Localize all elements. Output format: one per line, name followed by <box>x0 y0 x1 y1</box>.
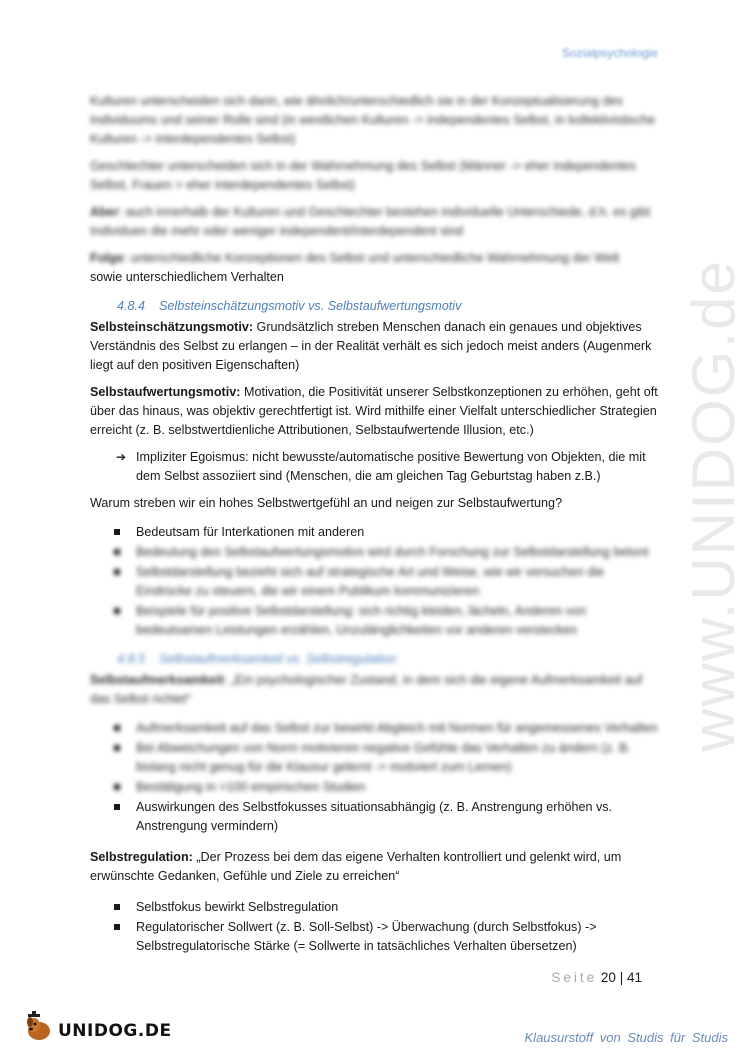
section-title: Selbstaufmerksamkeit vs. Selbstregulation <box>159 652 397 666</box>
list-item: Aufmerksamkeit auf das Selbst zur bewirkt Abgleich mit Normen für angemessenes Verhalten <box>90 719 658 738</box>
bullet-list-1 <box>90 523 658 640</box>
intro-paragraph-4 <box>90 249 658 287</box>
list-item: Bedeutung des Selbstaufwertungsmotivs wird durch Forschung zur Selbstdarstellung betont <box>90 543 658 562</box>
definition-text: Grundsätzlich streben Menschen danach ein genaues und objektives Verständnis des Selbst zu erlangen – in der Realität verhält es sich jedoch meist anders (Augenmerk liegt auf den positiven Eigenschaften) <box>90 320 652 372</box>
question: Warum streben wir ein hohes Selbstwertgefühl an und neigen zur Selbstaufwertung? <box>90 496 563 510</box>
total-pages: 41 <box>626 970 642 985</box>
definition-selbstaufmerksamkeit <box>90 671 658 709</box>
definition-label: Selbstaufwertungsmotiv: <box>90 385 241 399</box>
unidog-logo <box>22 1010 172 1044</box>
list-item: Selbstfokus bewirkt Selbstregulation <box>90 898 658 917</box>
section-number: 4.8.5 <box>117 652 146 666</box>
list-item: Selbstdarstellung bezieht sich auf strategische Art und Weise, wie wir versuchen die Eindrücke zu steuern, die wir einem Publikum kommunizieren <box>90 563 658 601</box>
square-bullet-icon <box>114 784 120 790</box>
square-bullet-icon <box>114 608 120 614</box>
section-number: 4.8.4 <box>117 299 146 313</box>
square-bullet-icon <box>114 924 120 930</box>
intro-p3-label: Aber <box>90 205 119 219</box>
square-bullet-icon <box>114 569 120 575</box>
list-item: Bedeutsam für Interkationen mit anderen <box>90 523 658 542</box>
intro-p4-label: Folge <box>90 251 124 265</box>
page-number <box>551 968 642 987</box>
intro-p3-text: : auch innerhalb der Kulturen und Geschlechter bestehen individuelle Unterschiede, d.h. es gibt Individuen die mehr oder weniger independent/interdependent sind <box>90 205 651 238</box>
square-bullet-icon <box>114 804 120 810</box>
logo-text: UNIDOG.DE <box>58 1020 172 1041</box>
list-item: Regulatorischer Sollwert (z. B. Soll-Selbst) -> Überwachung (durch Selbstfokus) -> Selbstregulatorische Stärke (= Sollwerte in tatsächliches Verhalten übersetzen) <box>90 918 658 956</box>
document-body <box>90 92 658 966</box>
square-bullet-icon <box>114 745 120 751</box>
section-title: Selbsteinschätzungsmotiv vs. Selbstaufwertungsmotiv <box>159 299 462 313</box>
dog-icon <box>22 1010 56 1044</box>
page-separator: | <box>619 970 624 985</box>
intro-paragraph-3 <box>90 203 658 241</box>
list-item: Auswirkungen des Selbstfokusses situationsabhängig (z. B. Anstrengung erhöhen vs. Anstrengung vermindern) <box>90 798 658 836</box>
footer-slogan: Klausurstoff von Studis für Studis <box>524 1030 728 1045</box>
definition-text: : „Ein psychologischer Zustand, in dem sich die eigene Aufmerksamkeit auf das Selbst richtet“ <box>90 673 643 706</box>
square-bullet-icon <box>114 904 120 910</box>
definition-label: Selbstaufmerksamkeit <box>90 673 224 687</box>
list-item: Bei Abweichungen von Norm motivieren negative Gefühle das Verhalten zu ändern (z. B. bislang nicht genug für die Klausur gelernt -> motiviert zum Lernen) <box>90 739 658 777</box>
current-page: 20 <box>600 970 616 985</box>
bullet-list-3 <box>90 898 658 956</box>
section-heading-4-8-4 <box>117 297 658 316</box>
header-subject: Sozialpsychologie <box>561 46 658 60</box>
square-bullet-icon <box>114 529 120 535</box>
definition-selbstaufwertungsmotiv <box>90 383 658 440</box>
definition-selbstregulation <box>90 848 658 886</box>
definition-selbsteinschaetzungsmotiv <box>90 318 658 375</box>
bullet-list-2 <box>90 719 658 836</box>
list-item: Beispiele für positive Selbstdarstellung: sich richtig kleiden, lächeln, Anderen von bedeutsamen Leistungen erzählen, Unzulänglichkeiten vor anderen verstecken <box>90 602 658 640</box>
intro-paragraph-2: Geschlechter unterscheiden sich in der Wahrnehmung des Selbst (Männer -> eher independentes Selbst, Frauen > eher interdependentes Selbst) <box>90 159 636 192</box>
square-bullet-icon <box>114 549 120 555</box>
section-heading-4-8-5 <box>117 650 658 669</box>
definition-text: Motivation, die Positivität unserer Selbstkonzeptionen zu erhöhen, geht oft über das hinaus, was objektiv gerechtfertigt ist. Wird mithilfe einer Vielfalt unterschiedlicher Strategien erreicht (z. B. selbstwertdienliche Attributionen, Selbstaufwertende Illusion, etc.) <box>90 385 658 437</box>
watermark-text: www.UNIDOG.de <box>679 258 747 752</box>
square-bullet-icon <box>114 725 120 731</box>
definition-label: Selbstregulation: <box>90 850 193 864</box>
intro-p4-text: : unterschiedliche Konzeptionen des Selbst und unterschiedliche Wahrnehmung der Welt <box>123 251 620 265</box>
arrow-item-text: Impliziter Egoismus: nicht bewusste/automatische positive Bewertung von Objekten, die mit dem Selbst assoziiert sind (Menschen, die am gleichen Tag Geburtstag haben z.B.) <box>136 450 646 483</box>
intro-paragraph-1: Kulturen unterscheiden sich darin, wie ähnlich/unterschiedlich sie in der Konzeptualisierung des Individuums und seiner Rolle sind (in westlichen Kulturen -> independentes Selbst, in kollektivistische Kulturen -> interdependentes Selbst) <box>90 94 656 146</box>
list-item: Bestätigung in >100 empirischen Studien <box>90 778 658 797</box>
arrow-item <box>116 448 658 486</box>
definition-label: Selbsteinschätzungsmotiv: <box>90 320 254 334</box>
intro-p4-tail: sowie unterschiedlichem Verhalten <box>90 270 284 284</box>
arrow-right-icon: ➔ <box>116 450 127 464</box>
page-label: Seite <box>551 970 598 985</box>
definition-text: „Der Prozess bei dem das eigene Verhalten kontrolliert und gelenkt wird, um erwünschte Gedanken, Gefühle und Ziele zu erreichen“ <box>90 850 622 883</box>
